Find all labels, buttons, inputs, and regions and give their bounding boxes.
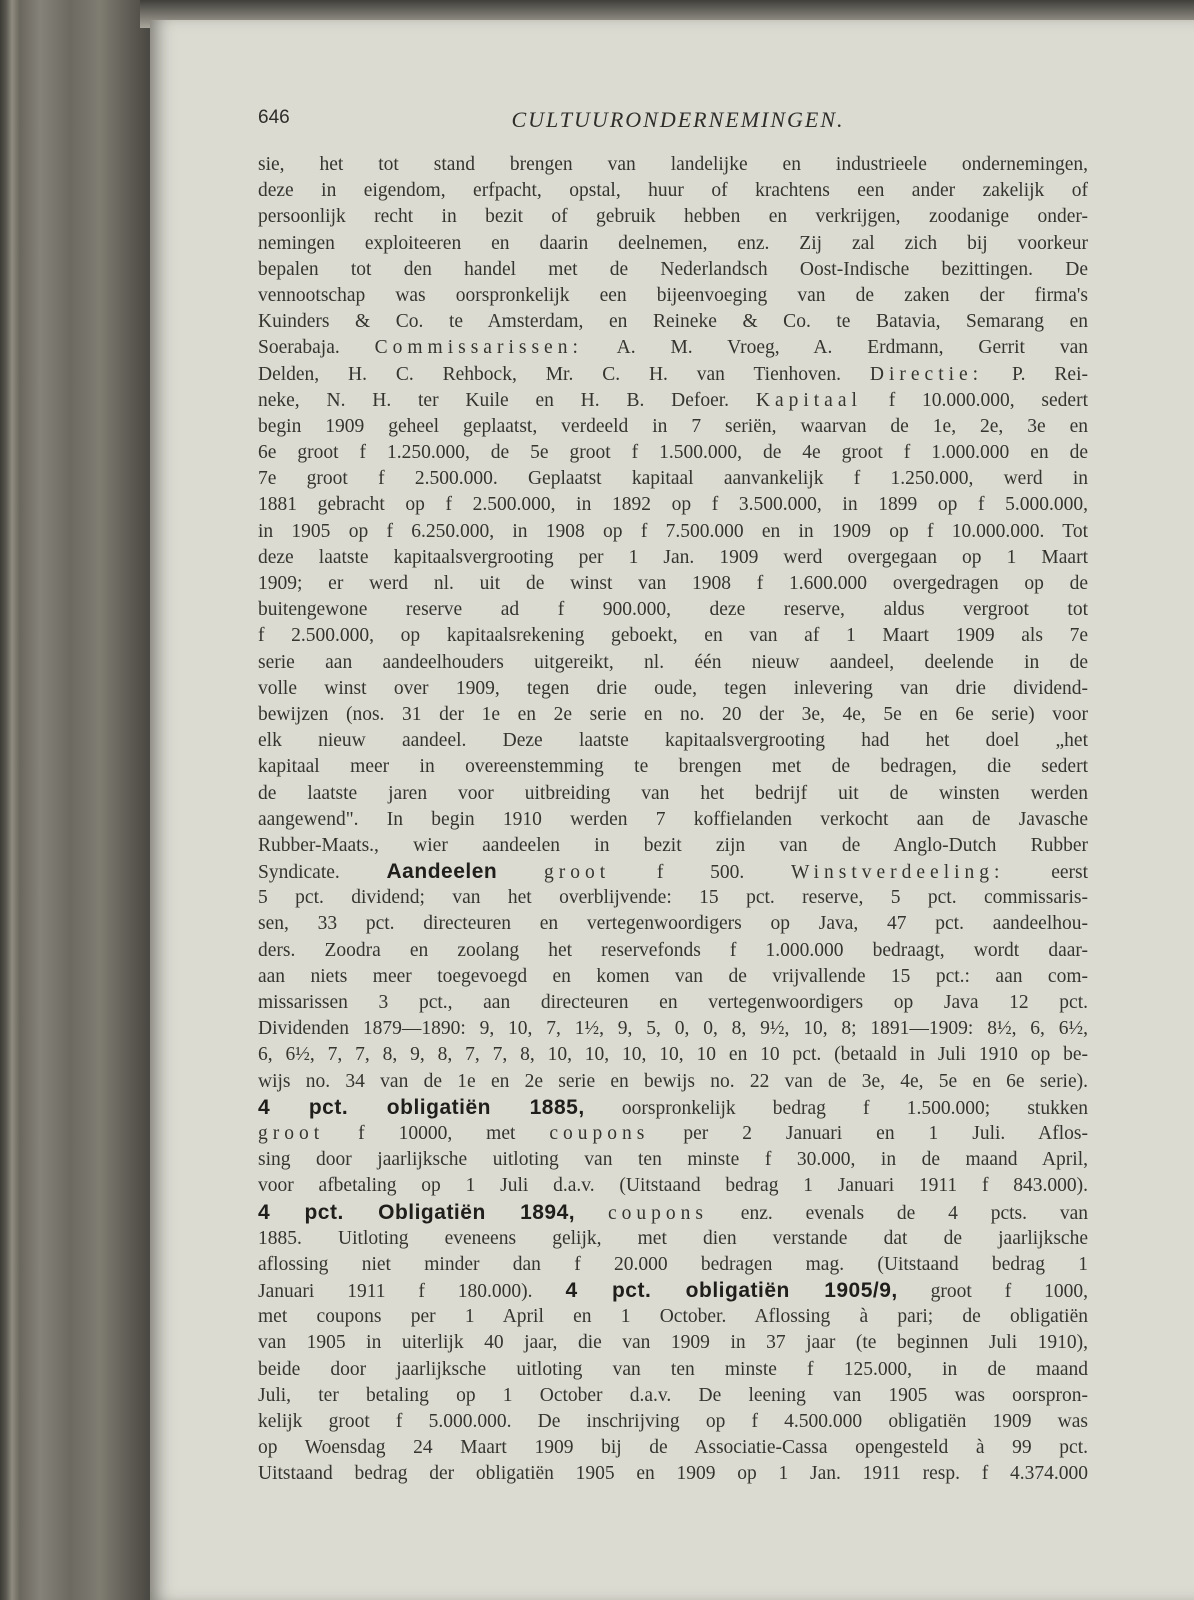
spaced-term: groot — [543, 862, 611, 884]
text-line: in 1905 op f 6.250.000, in 1908 op f 7.500.000 en in 1909 op f 10.000.000. Tot — [258, 520, 1088, 542]
spaced-term: Winstverdeeling: — [790, 862, 1005, 884]
text-line: bewijzen (nos. 31 der 1e en 2e serie en no. 20 der 3e, 4e, 5e en 6e serie) voor — [258, 703, 1088, 725]
text-line: groot f 10000, met coupons per 2 Januari en 1 Juli. Aflos- — [258, 1122, 1088, 1144]
text-line: de laatste jaren voor uitbreiding van het bedrijf uit de winsten werden — [258, 782, 1088, 804]
text-line: Soerabaja. Commissarissen: A. M. Vroeg, A. Erdmann, Gerrit van — [258, 337, 1088, 359]
text-line: begin 1909 geheel geplaatst, verdeeld in 7 seriën, waarvan de 1e, 2e, 3e en — [258, 415, 1088, 437]
text-line: 1909; er werd nl. uit de winst van 1908 f 1.600.000 overgedragen op de — [258, 573, 1088, 594]
body-text — [258, 152, 1088, 1488]
text-line: missarissen 3 pct., aan directeuren en vertegenwoordigers op Java 12 pct. — [258, 992, 1088, 1013]
spaced-term: Kapitaal — [755, 389, 862, 411]
text-line: 4 pct. obligatiën 1885, oorspronkelijk bedrag f 1.500.000; stukken — [258, 1095, 1088, 1119]
text-line: op Woensdag 24 Maart 1909 bij de Associatie-Cassa opengesteld à 99 pct. — [258, 1437, 1088, 1459]
text-line: van 1905 in uiterlijk 40 jaar, die van 1909 in 37 jaar (te beginnen Juli 1910), — [258, 1332, 1088, 1354]
spaced-term: coupons — [549, 1122, 650, 1144]
text-line: sen, 33 pct. directeuren en vertegenwoordigers op Java, 47 pct. aandeelhou- — [258, 913, 1088, 935]
text-line: deze laatste kapitaalsvergrooting per 1 Jan. 1909 werd overgegaan op 1 Maart — [258, 546, 1088, 568]
text-line: serie aan aandeelhouders uitgereikt, nl. één nieuw aandeel, deelende in de — [258, 651, 1088, 673]
section-heading: 4 pct. Obligatiën 1894, — [258, 1200, 576, 1224]
spaced-term: Commissarissen: — [374, 337, 583, 359]
spaced-term: groot — [258, 1122, 325, 1144]
text-line: 6e groot f 1.250.000, de 5e groot f 1.500.000, de 4e groot f 1.000.000 en de — [258, 442, 1088, 464]
text-line: 1881 gebracht op f 2.500.000, in 1892 op f 3.500.000, in 1899 op f 5.000.000, — [258, 494, 1088, 516]
text-line: voor afbetaling op 1 Juli d.a.v. (Uitstaand bedrag 1 Januari 1911 f 843.000). — [258, 1175, 1088, 1197]
text-line: volle winst over 1909, tegen drie oude, tegen inlevering van drie dividend- — [258, 677, 1088, 699]
text-line: 7e groot f 2.500.000. Geplaatst kapitaal aanvankelijk f 1.250.000, werd in — [258, 468, 1088, 490]
text-line: deze in eigendom, erfpacht, opstal, huur of krachtens een ander zakelijk of — [258, 180, 1088, 202]
text-line: neke, N. H. ter Kuile en H. B. Defoer. Kapitaal f 10.000.000, sedert — [258, 389, 1088, 411]
running-title: CULTUURONDERNEMINGEN. — [511, 107, 845, 132]
text-line: Dividenden 1879—1890: 9, 10, 7, 1½, 9, 5, 0, 0, 8, 9½, 10, 8; 1891—1909: 8½, 6, 6½, — [258, 1018, 1088, 1040]
text-line: kapitaal meer in overeenstemming te brengen met de bedragen, die sedert — [258, 756, 1088, 778]
text-line: Uitstaand bedrag der obligatiën 1905 en 1909 op 1 Jan. 1911 resp. f 4.374.000 — [258, 1463, 1088, 1485]
section-heading: Aandeelen — [386, 860, 498, 884]
text-line: 5 pct. dividend; van het overblijvende: 15 pct. reserve, 5 pct. commissaris- — [258, 887, 1088, 909]
text-line: Delden, H. C. Rehbock, Mr. C. H. van Tienhoven. Directie: P. Rei- — [258, 363, 1088, 385]
page-header — [258, 107, 1088, 137]
text-line: buitengewone reserve ad f 900.000, deze reserve, aldus vergroot tot — [258, 599, 1088, 621]
text-line: kelijk groot f 5.000.000. De inschrijving op f 4.500.000 obligatiën 1909 was — [258, 1411, 1088, 1432]
text-line: sing door jaarlijksche uitloting van ten minste f 30.000, in de maand April, — [258, 1149, 1088, 1171]
text-line: wijs no. 34 van de 1e en 2e serie en bewijs no. 22 van de 3e, 4e, 5e en 6e serie). — [258, 1070, 1088, 1092]
text-line: f 2.500.000, op kapitaalsrekening geboekt, en van af 1 Maart 1909 als 7e — [258, 625, 1088, 647]
text-line: aangewend". In begin 1910 werden 7 koffielanden verkocht aan de Javasche — [258, 808, 1088, 830]
text-line: aflossing niet minder dan f 20.000 bedragen mag. (Uitstaand bedrag 1 — [258, 1253, 1088, 1275]
text-line: nemingen exploiteeren en daarin deelnemen, enz. Zij zal zich bij voorkeur — [258, 232, 1088, 254]
text-line: 1885. Uitloting eveneens gelijk, met dien verstande dat de jaarlijksche — [258, 1227, 1088, 1249]
text-line: 4 pct. Obligatiën 1894, coupons enz. evenals de 4 pcts. van — [258, 1200, 1088, 1224]
page-number: 646 — [258, 107, 290, 128]
section-heading: 4 pct. obligatiën 1885, — [258, 1095, 585, 1119]
text-line: Januari 1911 f 180.000). 4 pct. obligatiën 1905/9, groot f 1000, — [258, 1279, 1089, 1303]
text-line: 6, 6½, 7, 7, 8, 9, 8, 7, 7, 8, 10, 10, 10, 10, 10 en 10 pct. (betaald in Juli 1910 op be- — [258, 1044, 1088, 1066]
text-line: Syndicate. Aandeelen groot f 500. Winstverdeeling: eerst — [258, 860, 1089, 884]
text-line: Rubber-Maats., wier aandeelen in bezit zijn van de Anglo-Dutch Rubber — [258, 834, 1088, 856]
text-line: Kuinders & Co. te Amsterdam, en Reineke & Co. te Batavia, Semarang en — [258, 311, 1088, 333]
text-line: met coupons per 1 April en 1 October. Aflossing à pari; de obligatiën — [258, 1306, 1088, 1328]
spaced-term: Directie: — [869, 363, 984, 385]
text-line: elk nieuw aandeel. Deze laatste kapitaalsvergrooting had het doel „het — [258, 730, 1088, 752]
text-line: vennootschap was oorspronkelijk een bijeenvoeging van de zaken der firma's — [258, 284, 1088, 306]
text-line: bepalen tot den handel met de Nederlandsch Oost-Indische bezittingen. De — [258, 258, 1088, 280]
text-line: aan niets meer toegevoegd en komen van de vrijvallende 15 pct.: aan com- — [258, 965, 1088, 987]
section-heading: 4 pct. obligatiën 1905/9, — [565, 1279, 898, 1303]
text-line: ders. Zoodra en zoolang het reservefonds f 1.000.000 bedraagt, wordt daar- — [258, 939, 1088, 961]
spaced-term: coupons — [607, 1202, 708, 1224]
text-line: beide door jaarlijksche uitloting van ten minste f 125.000, in de maand — [258, 1358, 1088, 1380]
text-line: Juli, ter betaling op 1 October d.a.v. De leening van 1905 was oorspron- — [258, 1384, 1088, 1406]
text-line: persoonlijk recht in bezit of gebruik hebben en verkrijgen, zoodanige onder- — [258, 206, 1088, 228]
text-line: sie, het tot stand brengen van landelijke en industrieele ondernemingen, — [258, 154, 1088, 175]
